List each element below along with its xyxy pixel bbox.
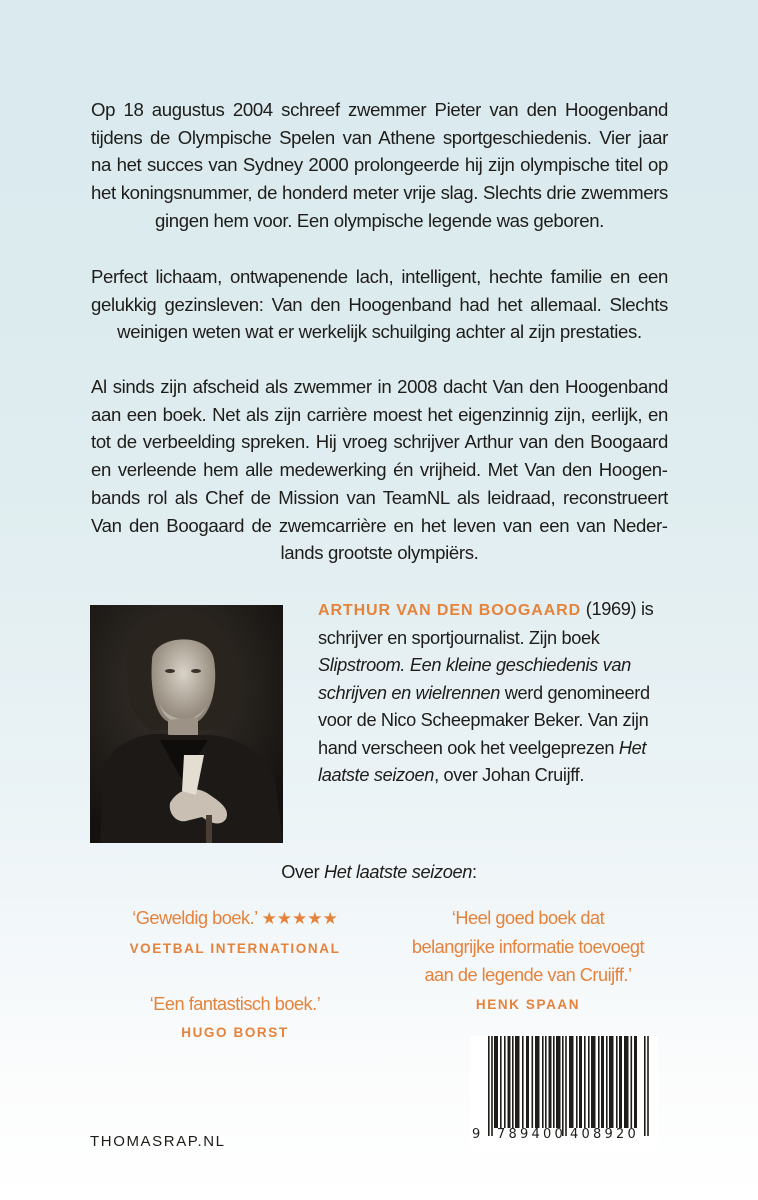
reviews-intro-title: Het laatste seizoen — [323, 862, 473, 882]
isbn-digit: 8 — [508, 1127, 517, 1142]
review-quote — [100, 904, 370, 934]
isbn-digit: 0 — [543, 1127, 552, 1142]
isbn-number — [470, 1127, 658, 1147]
reviews-right-column — [393, 904, 663, 1020]
author-portrait-image — [90, 605, 283, 843]
publisher-url: THOMASRAP.NL — [90, 1133, 226, 1150]
five-star-rating-icon: ★★★★★ — [261, 909, 338, 928]
isbn-digit: 7 — [497, 1127, 506, 1142]
description-paragraph-1: Op 18 augustus 2004 schreef zwemmer Pieter van den Hoogenband tijdens de Olympische Spelen van Athene sportgeschiedenis. Vier jaar na het succes van Sydney 2000 prolongeerde hij zijn olympische titel op het koningsnummer, de honderd meter vrije slag. Slechts drie zwemmers gingen hem voor. Een olympische legende was geboren. — [91, 99, 668, 231]
isbn-digit: 0 — [581, 1127, 590, 1142]
isbn-digit: 2 — [616, 1127, 625, 1142]
review-quote: ‘Een fantastisch boek.’ — [149, 993, 321, 1014]
author-book-title-slipstroom: Slipstroom. Een kleine geschiedenis van schrijven en wielrennen — [318, 655, 631, 703]
reviews-left-column — [100, 904, 370, 1048]
author-photo — [90, 605, 283, 843]
review-quote-line: aan de legende van Cruijff.’ — [424, 965, 632, 985]
review-quote-text: ‘Geweldig boek.’ — [132, 908, 257, 928]
author-bio-text-1: is schrijver en sportjournalist. Zijn boek — [318, 599, 654, 648]
isbn-digit: 9 — [520, 1127, 529, 1142]
description-paragraph-3: Al sinds zijn afscheid als zwemmer in 2008 dacht Van den Hoogenband aan een boek. Net als zijn carrière moest het eigenzinnig zijn, eerlijk, en tot de verbeelding spreken. Hij vroeg schrijver Arthur van den Boogaard en verleende hem alle medewerking én vrijheid. Met Van den Hoogenbands rol als Chef de Mission van TeamNL als leidraad, reconstrueert Van den Boogaard de zwemcarrière en het leven van een van Nederlands grootste olympiërs. — [91, 376, 668, 564]
review-source: HUGO BORST — [181, 1025, 289, 1040]
author-book-title-het-laatste-seizoen: Het laatste seizoen — [318, 737, 647, 785]
isbn-barcode — [470, 1036, 658, 1150]
reviews-intro-suffix: : — [472, 862, 477, 882]
author-bio-text-3: , over Johan Cruijff. — [434, 765, 585, 785]
author-birth-year: (1969) — [585, 599, 637, 619]
review-source: VOETBAL INTERNATIONAL — [129, 940, 341, 956]
review-quote-line: belangrijke informatie toevoegt — [411, 936, 645, 957]
isbn-digit: 4 — [531, 1127, 540, 1142]
author-bio-text-2: werd genomineerd voor de Nico Scheepmaker Beker. Van zijn hand verscheen ook het veelgeprezen — [318, 682, 650, 758]
isbn-digit: 9 — [472, 1127, 481, 1142]
author-name: ARTHUR VAN DEN BOOGAARD — [318, 602, 582, 619]
isbn-digit: 0 — [554, 1127, 563, 1142]
isbn-digit: 9 — [604, 1127, 613, 1142]
review-source: HENK SPAAN — [475, 996, 581, 1012]
isbn-digit: 4 — [570, 1127, 579, 1142]
reviews-intro — [0, 862, 758, 883]
isbn-digit: 0 — [627, 1127, 636, 1142]
description-paragraph-2: Perfect lichaam, ontwapenende lach, intelligent, hechte familie en een gelukkig gezinsleven: Van den Hoogenband had het allemaal. Slechts weinigen weten wat er werkelijk schuilging achter al zijn prestaties. — [91, 266, 668, 343]
reviews-intro-prefix: Over — [281, 862, 320, 882]
isbn-digit: 8 — [593, 1127, 602, 1142]
author-bio — [318, 596, 668, 790]
review-quote-line: ‘Heel goed boek dat — [451, 908, 605, 928]
